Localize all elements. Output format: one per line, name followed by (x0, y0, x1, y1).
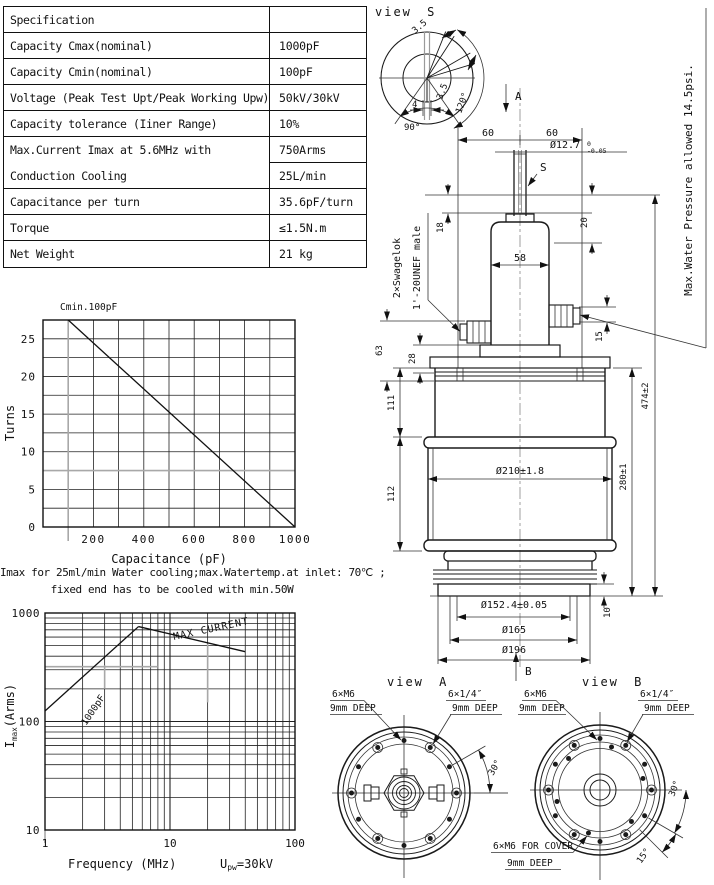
svg-text:Capacitance (pF): Capacitance (pF) (111, 552, 227, 566)
view-a-m6-note-line2: 9mm DEEP (330, 703, 376, 714)
arrow-a-label: A (515, 90, 522, 103)
svg-text:25: 25 (20, 332, 36, 346)
spec-row-label: Net Weight (4, 241, 270, 267)
s-pointer-label: S (540, 161, 547, 174)
svg-text:10: 10 (163, 837, 177, 850)
view-b-m6-note-line2: 9mm DEEP (519, 703, 565, 714)
svg-text:15: 15 (20, 408, 36, 422)
svg-text:800: 800 (232, 533, 257, 546)
spec-row-label: Capacitance per turn (4, 189, 270, 215)
spec-row-label: Capacity tolerance (Iiner Range) (4, 111, 270, 137)
dim-3_5-a-label: 3.5 (410, 18, 430, 37)
view-b-30deg-label: 30° (667, 779, 683, 799)
svg-text:1000: 1000 (278, 533, 312, 546)
svg-text:100: 100 (285, 837, 305, 850)
spec-row-value: 25L/min (270, 163, 366, 189)
cooling-note-line1: Imax for 25ml/min Water cooling;max.Watertemp.at inlet: 70℃ ; (0, 566, 386, 579)
svg-text:1000pF: 1000pF (79, 693, 108, 728)
dim-474-label: 474±2 (641, 382, 651, 410)
spec-row-label: Max.Current Imax at 5.6MHz with (4, 137, 270, 163)
svg-text:Frequency (MHz): Frequency (MHz) (68, 857, 177, 871)
dim-112-label: 112 (387, 485, 397, 503)
spec-header: Specification (4, 7, 270, 33)
view-b-label: view B (582, 675, 644, 689)
view-s (375, 5, 484, 133)
dia-196-label: Ø196 (501, 645, 527, 656)
spec-row-value: 100pF (270, 59, 366, 85)
svg-text:100: 100 (18, 715, 40, 729)
dim-111-label: 111 (387, 394, 397, 412)
dim-15-label: 15 (595, 331, 605, 342)
technical-drawing (330, 0, 714, 885)
view-b-cover-note-line1: 6×M6 FOR COVER (493, 841, 574, 852)
dim-3_5-b-label: 3.5 (435, 82, 451, 102)
view-a (330, 675, 508, 878)
view-b-cover-note-line2: 9mm DEEP (507, 858, 553, 869)
cooling-note-line2: fixed end has to be cooled with min.50W (50, 582, 294, 596)
imax-vs-frequency-chart (0, 598, 330, 885)
svg-text:200: 200 (81, 533, 106, 546)
view-b (491, 675, 694, 880)
view-a-label: view A (387, 675, 449, 689)
spec-row-value: 50kV/30kV (270, 85, 366, 111)
svg-text:600: 600 (182, 533, 207, 546)
swagelok-fitting-left (460, 321, 491, 343)
dim-4-label: 4 (412, 100, 418, 110)
spec-row-label: Capacity Cmin(nominal) (4, 59, 270, 85)
dim-10-label: 10 (603, 607, 613, 618)
dim-120deg-label: 120° (454, 91, 472, 116)
svg-text:0: 0 (28, 521, 36, 534)
dim-60-left-label: 60 (481, 128, 495, 139)
dia-shaft-label: Ø12.7 (550, 140, 581, 151)
cooling-note (0, 565, 386, 598)
spec-row-value: 35.6pF/turn (270, 189, 366, 215)
dim-63-label: 63 (375, 345, 385, 356)
water-pressure-note: Max.Water Pressure allowed 14.5psi. (682, 64, 695, 296)
dim-280-label: 280±1 (619, 463, 629, 491)
view-a-m6-note-line1: 6×M6 (332, 689, 355, 700)
view-a-quarter-note-line2: 9mm DEEP (452, 703, 498, 714)
spec-row-value: 10% (270, 111, 366, 137)
svg-text:Turns: Turns (3, 404, 17, 442)
swagelok-note-line1: 2×Swagelok (392, 237, 403, 299)
spec-row-value: ≤1.5N.m (270, 215, 366, 241)
view-b-quarter-note-line2: 9mm DEEP (644, 703, 690, 714)
spec-row-label: Capacity Cmax(nominal) (4, 33, 270, 59)
dim-58-label: 58 (513, 253, 527, 264)
swagelok-note-line2: 1'-20UNEF male (412, 225, 423, 311)
spec-row-value: 1000pF (270, 33, 366, 59)
view-b-15deg-label: 15° (635, 846, 653, 866)
spec-table (3, 6, 367, 268)
dim-60-right-label: 60 (545, 128, 559, 139)
view-b-m6-note-line1: 6×M6 (524, 689, 547, 700)
spec-row-label: Torque (4, 215, 270, 241)
svg-text:5: 5 (28, 483, 36, 497)
svg-text:MAX CURRENT: MAX CURRENT (172, 616, 251, 643)
svg-text:400: 400 (131, 533, 156, 546)
svg-text:Imax(Arms): $I_{max}(Arms)$ (3, 683, 19, 749)
svg-text:20: 20 (20, 370, 36, 384)
svg-text:1: 1 (41, 837, 49, 850)
dim-28-label: 28 (408, 353, 418, 364)
dia-165-label: Ø165 (501, 625, 527, 636)
dia-shaft-tol-bot: -0.05 (587, 147, 607, 155)
svg-text:1000: 1000 (11, 607, 40, 620)
view-a-quarter-note-line1: 6×1/4″ (448, 689, 483, 700)
svg-text:10: 10 (25, 824, 40, 837)
view-b-quarter-note-line1: 6×1/4″ (640, 689, 675, 700)
spec-row-label: Conduction Cooling (4, 163, 270, 189)
dim-20-label: 20 (580, 217, 590, 228)
dia-210-label: Ø210±1.8 (495, 466, 545, 477)
svg-text:10: 10 (20, 445, 36, 459)
svg-text:Cmin.100pF: Cmin.100pF (60, 302, 118, 313)
spec-row-value: 21 kg (279, 247, 313, 261)
spec-row-label: Voltage (Peak Test Upt/Peak Working Upw) (4, 85, 270, 111)
dia-shaft-tol-top: 0 (587, 140, 591, 148)
dim-90deg-label: 90° (404, 123, 421, 133)
dim-18-label: 18 (436, 222, 446, 233)
svg-text:Upw=30kV: Upw=30kV (220, 857, 273, 872)
view-s-label: view S (375, 5, 437, 19)
dia-152-label: Ø152.4±0.05 (480, 600, 548, 611)
spec-row-value: 750Arms (270, 137, 366, 163)
turns-vs-capacitance-chart (0, 292, 330, 584)
view-a-30deg-label: 30° (486, 758, 504, 778)
arrow-b-label: B (525, 665, 532, 678)
swagelok-fitting-right (549, 305, 580, 327)
